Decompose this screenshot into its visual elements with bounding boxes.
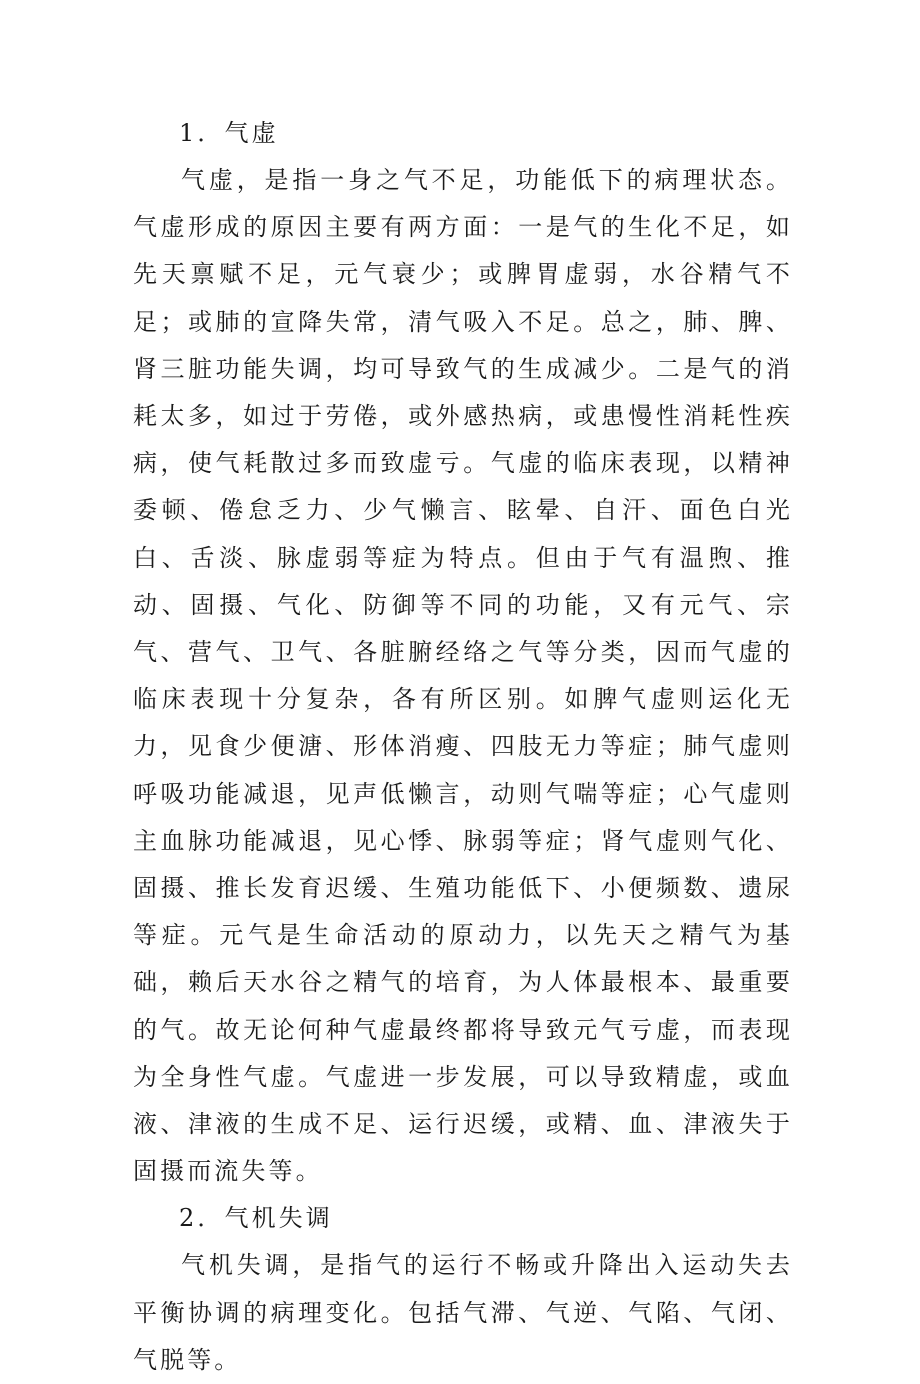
document-body [133, 110, 793, 1384]
section-heading-qi-dysfunction: 2．气机失调 [179, 1204, 333, 1233]
section-heading-qi-deficiency: 1．气虚 [179, 119, 279, 147]
section-paragraph-qi-deficiency: 气虚，是指一身之气不足，功能低下的病理状态。气虚形成的原因主要有两方面：一是气的生化不足，如先天禀赋不足，元气衰少；或脾胃虚弱，水谷精气不足；或肺的宣降失常，清气吸入不足。总之，肺、脾、肾三脏功能失调，均可导致气的生成减少。二是气的消耗太多，如过于劳倦，或外感热病，或患慢性消耗性疾病，使气耗散过多而致虚亏。气虚的临床表现，以精神委顿、倦怠乏力、少气懒言、眩晕、自汗、面色白光白、舌淡、脉虚弱等症为特点。但由于气有温煦、推动、固摄、气化、防御等不同的功能，又有元气、宗气、营气、卫气、各脏腑经络之气等分类，因而气虚的临床表现十分复杂，各有所区别。如脾气虚则运化无力，见食少便溏、形体消瘦、四肢无力等症；肺气虚则呼吸功能减退，见声低懒言，动则气喘等症；心气虚则主血脉功能减退，见心悸、脉弱等症；肾气虚则气化、固摄、推长发育迟缓、生殖功能低下、小便频数、遗尿等症。元气是生命活动的原动力，以先天之精气为基础，赖后天水谷之精气的培育，为人体最根本、最重要的气。故无论何种气虚最终都将导致元气亏虚，而表现为全身性气虚。气虚进一步发展，可以导致精虚，或血液、津液的生成不足、运行迟缓，或精、血、津液失于固摄而流失等。 [133, 166, 793, 1186]
section-paragraph-qi-dysfunction: 气机失调，是指气的运行不畅或升降出入运动失去平衡协调的病理变化。包括气滞、气逆、气陷、气闭、气脱等。 [133, 1251, 793, 1374]
